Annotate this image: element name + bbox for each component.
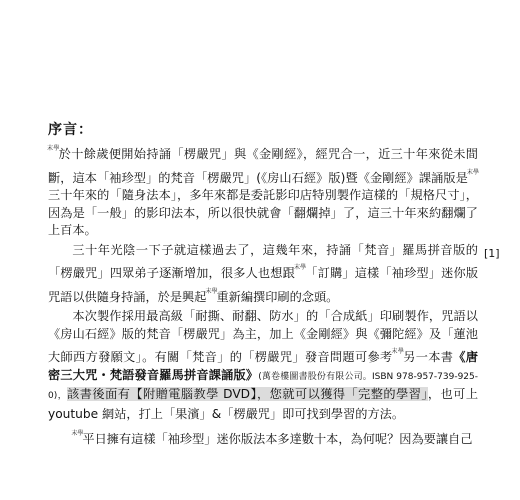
preface-body — [48, 140, 478, 451]
paragraph-3-text-b: 另一本書 — [403, 350, 454, 364]
paragraph-2-text-a: 三十年光陰一下子就這樣過去了，這幾年來，持誦「梵音」羅馬拼音版的「楞嚴咒」四眾弟子逐漸增加，很多人也想跟 — [48, 242, 478, 280]
humble-self-mark: 末學 — [47, 145, 60, 152]
paragraph-4-text: 平日擁有這樣「袖珍型」迷你版法本多達數十本，為何呢？因為要讓自己 — [82, 432, 473, 446]
humble-self-mark: 末學 — [466, 168, 479, 176]
page-number: [1] — [484, 247, 500, 260]
paragraph-2-text-c: 重新編撰印刷的念頭。 — [216, 289, 339, 304]
preface-heading: 序言： — [48, 122, 93, 138]
humble-self-mark: 末學 — [293, 264, 307, 271]
paragraph-2-text-b: 「訂購」這樣「袖珍型」迷你版咒語以供隨身持誦，於是興起 — [48, 266, 479, 304]
highlighted-text-2: 【附贈電腦教學 DVD】，您就可以獲得「完整的學習」 — [130, 387, 428, 401]
paragraph-3-text-a: 本次製作採用最高級「耐撕、耐翻、防水」的「合成紙」印刷製作，咒語以《房山石經》版的梵音「楞嚴咒」為主，加上《金剛經》與《彌陀經》及「蓮池大師西方發願文」。有關「梵音」的「楞嚴咒」發音問題可參考 — [48, 309, 478, 364]
publisher-info: (萬卷樓圖書股份有限公司。ISBN 978-957-739-925-0)， — [48, 371, 479, 401]
highlighted-text-1: 該書後面有 — [67, 387, 131, 401]
paragraph-1-text-b: 三十年來的「隨身法本」，多年來都是委託影印店特別製作這樣的「規格尺寸」，因為是「一般」的影印法本，所以很快就會「翻爛掉」了，這三十年來約翻爛了上百本。 — [48, 188, 478, 237]
humble-self-mark: 末學 — [71, 430, 84, 437]
paragraph-1-text-a: 於十餘歲便開始持誦「楞嚴咒」與《金剛經》，經咒合一，近三十年來從未間斷，這本「袖珍型」的梵音「楞嚴咒」(《房山石經》版)暨《金剛經》課誦版是 — [48, 147, 478, 185]
book-title: 《唐密三大咒・梵語發音羅馬拼音課誦版》 — [48, 350, 478, 382]
paragraph-3-text-c: ，也可上 youtube 網站，打上「果濱」&「楞嚴咒」即可找到學習的方法。 — [48, 387, 479, 421]
humble-self-mark: 末學 — [205, 287, 218, 295]
paragraph-1 — [48, 140, 478, 240]
paragraph-2 — [48, 242, 478, 307]
paragraph-4 — [48, 425, 478, 449]
humble-self-mark: 末學 — [391, 348, 405, 355]
paragraph-3 — [48, 308, 478, 423]
